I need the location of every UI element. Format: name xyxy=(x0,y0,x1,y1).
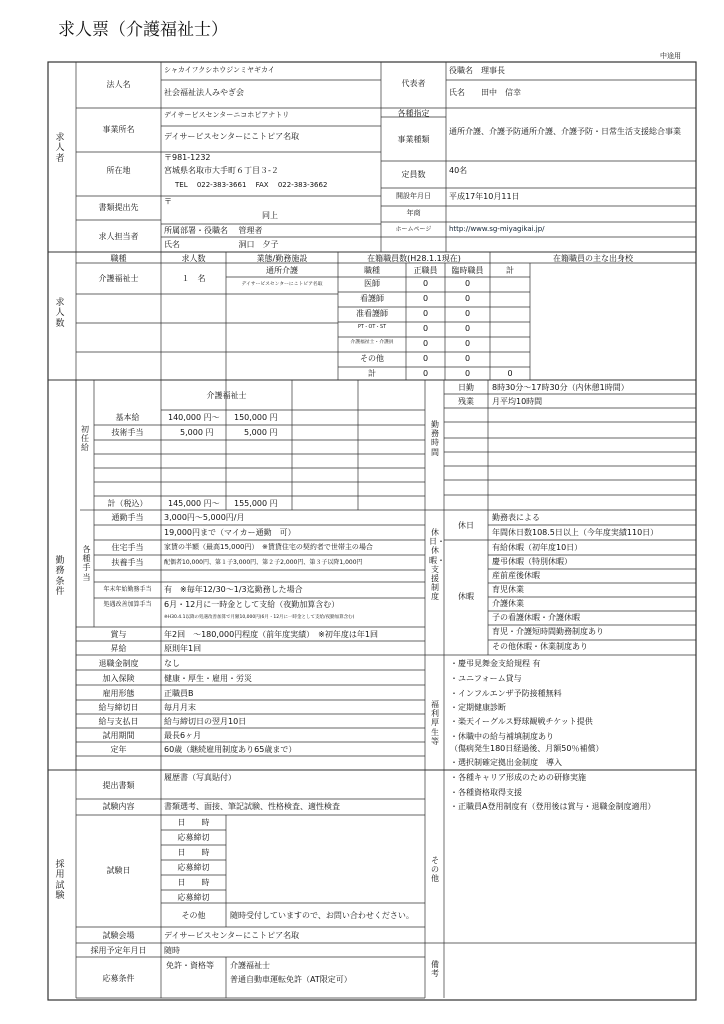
housing-label: 住宅手当 xyxy=(111,543,144,552)
pay-total-max: 155,000 円 xyxy=(234,499,278,508)
office-kana: デイサービスセンターニコホピアナトリ xyxy=(164,111,290,119)
remarks-label: 備考 xyxy=(431,960,439,979)
staff-row-regular: 0 xyxy=(422,339,429,348)
contact-dept: 所属部署・役職名 管理者 xyxy=(164,226,263,235)
staff-row-temp: 0 xyxy=(464,294,471,303)
staff-row-temp: 0 xyxy=(464,339,471,348)
docs-label: 提出書類 xyxy=(102,781,135,790)
overtime-label: 残業 xyxy=(458,397,474,406)
office-name: デイサービスセンターにこトピア名取 xyxy=(164,132,300,141)
retire-age-label: 定年 xyxy=(110,745,127,754)
holidays-section-label: 休日・休暇・支援制度 xyxy=(429,528,445,602)
housing-allowance: 家賃の半額（最高15,000円） ※賃貸住宅の契約者で世帯主の場合 xyxy=(164,543,373,551)
yearend-label: 年末年始勤務手当 xyxy=(103,586,152,593)
staff-row-regular: 0 xyxy=(422,354,429,363)
commute-allowance-car: 19,000円まで（マイカー通勤 可） xyxy=(164,528,296,537)
payday: 給与締切日の翌月10日 xyxy=(164,717,247,726)
staff-row-temp: 0 xyxy=(464,309,471,318)
exam-datetime-label: 日 時 xyxy=(177,878,210,887)
exam-content-label: 試験内容 xyxy=(102,802,135,811)
office-label: 事業所名 xyxy=(102,125,135,134)
other-item: ・各種キャリア形成のための研修実施 xyxy=(450,773,586,782)
closing-day: 毎月月末 xyxy=(164,703,196,712)
welfare-item: ・慶弔見舞金支給規程 有 xyxy=(450,659,541,668)
rep-title: 役職名 理事長 xyxy=(449,66,505,75)
commute-label: 通勤手当 xyxy=(111,513,144,522)
phone-fax: TEL 022-383-3661 FAX 022-383-3662 xyxy=(175,181,328,189)
day-shift-hours: 8時30分～17時30分（内休憩1時間） xyxy=(492,383,629,392)
opened-date: 平成17年10月11日 xyxy=(449,192,520,201)
corp-label: 法人名 xyxy=(106,80,131,89)
staff-row-temp: 0 xyxy=(464,279,471,288)
day-shift-label: 日勤 xyxy=(458,383,474,392)
trial-period-label: 試用期間 xyxy=(102,731,135,740)
allowance-group-label: 各種手当 xyxy=(82,545,91,582)
base-pay-max: 150,000 円 xyxy=(234,413,278,422)
pay-total-min: 145,000 円～ xyxy=(168,499,220,508)
staff-row-temp: 0 xyxy=(464,324,471,333)
closing-day-label: 給与締切日 xyxy=(98,703,139,712)
place-name: デイサービスセンターにこトピア名取 xyxy=(241,282,323,287)
biz-type: 通所介護、介護予防通所介護、介護予防・日常生活支援総合事業 xyxy=(449,127,681,136)
special-label: 処遇改善加算手当 xyxy=(103,601,152,608)
requirement-2: 普通自動車運転免許（AT限定可） xyxy=(230,975,352,984)
trial-period: 最長6ヶ月 xyxy=(164,731,202,740)
staff-row-job: 医師 xyxy=(364,279,380,288)
openings-section-label: 求人数 xyxy=(55,298,65,329)
welfare-item: ・楽天イーグルス野球観戦チケット提供 xyxy=(450,717,593,726)
payday-label: 給与支払日 xyxy=(98,717,139,726)
staff-row-job: PT・OT・ST xyxy=(357,325,387,330)
welfare-item: ・定期健康診断 xyxy=(450,703,506,712)
holiday-label: 休日 xyxy=(458,521,474,530)
raise-label: 昇給 xyxy=(110,644,127,653)
staff-row-regular: 0 xyxy=(422,294,429,303)
exam-other-label: その他 xyxy=(181,911,206,920)
annual-holidays: 年間休日数108.5日以上（今年度実績110日） xyxy=(492,528,659,537)
starting-pay-label: 初任給 xyxy=(81,425,89,453)
corp-name: 社会福祉法人みやぎ会 xyxy=(164,88,244,97)
insurance: 健康・厚生・雇用・労災 xyxy=(164,674,252,683)
doc-dest-postal: 〒 xyxy=(164,197,172,206)
staff-school-header: 在籍職員の主な出身校 xyxy=(553,254,633,263)
staff-row-job: 看護師 xyxy=(360,294,384,303)
rep-name: 氏名 田中 信幸 xyxy=(449,88,521,97)
place-type: 通所介護 xyxy=(266,266,298,275)
staff-total-label: 計 xyxy=(368,369,376,378)
exam-datetime-label: 日 時 xyxy=(177,848,210,857)
employment-type: 正職員B xyxy=(164,689,194,698)
skill-allowance-min: 5,000 円 xyxy=(180,428,214,437)
corp-kana: シャカイフクシホウジンミヤギカイ xyxy=(164,66,275,74)
retirement: なし xyxy=(164,659,180,668)
raise: 原則年1回 xyxy=(164,644,202,653)
work-hours-label: 勤務時間 xyxy=(431,420,439,457)
staff-row-regular: 0 xyxy=(422,324,429,333)
staff-total-all: 0 xyxy=(507,369,513,378)
required-docs: 履歴書（写真貼付） xyxy=(164,773,236,782)
designation-label: 各種指定 xyxy=(397,109,430,118)
bonus: 年2回 ～180,000円程度（前年度実績） ※初年度は年1回 xyxy=(164,630,378,639)
biz-type-label: 事業種類 xyxy=(397,135,430,144)
requirement-1: 介護福祉士 xyxy=(230,961,270,970)
opened-label: 開設年月日 xyxy=(396,192,431,200)
overtime: 月平均10時間 xyxy=(492,397,543,406)
welfare-item: （傷病発生180日経過後、月額50％補償） xyxy=(450,744,604,753)
leave-item: 慶弔休暇（特別休暇） xyxy=(492,557,572,566)
leave-item: 介護休業 xyxy=(492,599,524,608)
staff-total-temp: 0 xyxy=(464,369,471,378)
retire-age: 60歳（継続雇用制度あり65歳まで） xyxy=(164,745,297,754)
openings-job-header: 職種 xyxy=(110,254,127,263)
rep-label: 代表者 xyxy=(401,79,426,88)
retirement-label: 退職金制度 xyxy=(98,659,139,668)
insurance-label: 加入保険 xyxy=(102,674,135,683)
exam-datetime-label: 日 時 xyxy=(177,818,210,827)
staff-regular-header: 正職員 xyxy=(413,266,438,275)
base-pay-label: 基本給 xyxy=(115,413,140,422)
openings-place-header: 業態/勤務施設 xyxy=(256,254,308,263)
exam-content: 書類選考、面接、筆記試験、性格検査、適性検査 xyxy=(164,802,340,811)
exam-other: 随時受付していますので、お問い合わせください。 xyxy=(230,911,414,920)
staff-temp-header: 臨時職員 xyxy=(451,266,484,275)
page-title: 求人票（介護福祉士） xyxy=(58,20,228,40)
yearend-allowance: 有 ※毎年12/30～1/3迄勤務した場合 xyxy=(164,585,303,594)
exam-deadline-label: 応募締切 xyxy=(177,863,210,872)
address-label: 所在地 xyxy=(106,166,131,175)
special-allowance-note: ※H30.4.1以降の処遇改善加算で月額10,000円(6月・12月に一時金として支給/夜勤加算含む) xyxy=(164,615,355,620)
postal-code: 〒981-1232 xyxy=(164,153,211,162)
leave-item: 産前産後休暇 xyxy=(492,571,540,580)
exam-deadline-label: 応募締切 xyxy=(177,893,210,902)
homepage-link[interactable]: http://www.sg-miyagikai.jp/ xyxy=(449,225,545,233)
staff-row-job: その他 xyxy=(360,354,384,363)
leave-item: 子の看護休暇・介護休暇 xyxy=(492,613,580,622)
exam-venue: デイサービスセンターにこトピア名取 xyxy=(164,931,300,940)
openings-job: 介護福祉士 xyxy=(98,274,139,283)
employer-section-label: 求人者 xyxy=(55,133,65,164)
base-pay-min: 140,000 円～ xyxy=(168,413,220,422)
staff-row-job: 准看護師 xyxy=(356,309,388,318)
staff-count-header: 在籍職員数(H28.1.1現在) xyxy=(367,254,461,263)
welfare-item: ・ユニフォーム貸与 xyxy=(450,674,522,683)
commute-allowance: 3,000円～5,000円/月 xyxy=(164,513,245,522)
openings-count: １ 名 xyxy=(181,274,206,283)
form-type-note: 中途用 xyxy=(660,52,681,60)
other-item: ・正職員A登用制度有（登用後は賞与・退職金制度適用） xyxy=(450,802,656,811)
pay-job-header: 介護福祉士 xyxy=(206,391,247,400)
leave-label: 休暇 xyxy=(458,592,474,601)
staff-row-regular: 0 xyxy=(422,279,429,288)
homepage-label: ホームページ xyxy=(395,226,432,233)
hire-date-label: 採用予定年月日 xyxy=(90,946,147,955)
contact-label: 求人担当者 xyxy=(98,232,139,241)
venue-label: 試験会場 xyxy=(102,931,135,940)
leave-item: 育児休業 xyxy=(492,585,524,594)
staff-total-header: 計 xyxy=(506,266,514,275)
other-item: ・各種資格取得支援 xyxy=(450,788,522,797)
annual-sales-label: 年商 xyxy=(406,209,421,217)
bonus-label: 賞与 xyxy=(110,630,127,639)
hire-date: 随時 xyxy=(164,946,180,955)
leave-item: 育児・介護短時間勤務制度あり xyxy=(492,627,604,636)
doc-dest: 同上 xyxy=(262,211,278,220)
welfare-item: ・インフルエンザ予防接種無料 xyxy=(450,689,562,698)
exam-date-label: 試験日 xyxy=(106,866,131,875)
welfare-item: ・休職中の給与補填制度あり xyxy=(450,732,554,741)
staff-job-header: 職種 xyxy=(364,266,380,275)
pay-total-label: 計（税込） xyxy=(107,499,148,508)
conditions-section-label: 勤務条件 xyxy=(55,556,65,598)
exam-deadline-label: 応募締切 xyxy=(177,833,210,842)
leave-item: 有給休暇（初年度10日） xyxy=(492,543,583,552)
requirements-label: 応募条件 xyxy=(102,974,135,983)
employment-type-label: 雇用形態 xyxy=(102,689,135,698)
address: 宮城県名取市大手町６丁目３-２ xyxy=(164,166,279,175)
special-allowance: 6月・12月に一時金として支給（夜勤加算含む） xyxy=(164,600,340,609)
skill-allowance-label: 技術手当 xyxy=(111,428,144,437)
welfare-section-label: 福利厚生等 xyxy=(431,700,439,746)
other-section-label: その他 xyxy=(431,856,439,884)
capacity: 40名 xyxy=(449,166,468,175)
family-label: 扶養手当 xyxy=(111,558,144,567)
capacity-label: 定員数 xyxy=(401,170,426,179)
staff-row-regular: 0 xyxy=(422,309,429,318)
staff-row-temp: 0 xyxy=(464,354,471,363)
openings-count-header: 求人数 xyxy=(181,254,206,263)
skill-allowance-max: 5,000 円 xyxy=(244,428,278,437)
welfare-item: ・選択制確定拠出金制度 導入 xyxy=(450,758,562,767)
holiday-schedule: 勤務表による xyxy=(492,513,540,522)
family-allowance: 配偶者10,000円、第１子3,000円、第２子2,000円、第３子以降1,000円 xyxy=(164,559,363,566)
staff-total-regular: 0 xyxy=(422,369,429,378)
contact-name: 氏名 洞口 夕子 xyxy=(164,240,279,249)
doc-dest-label: 書類提出先 xyxy=(98,203,139,212)
staff-row-job: 介護福祉士・介護員 xyxy=(350,340,394,345)
requirements-sub-label: 免許・資格等 xyxy=(166,961,214,970)
selection-section-label: 採用試験 xyxy=(55,860,65,902)
leave-item: その他休暇・休業制度あり xyxy=(492,642,588,651)
